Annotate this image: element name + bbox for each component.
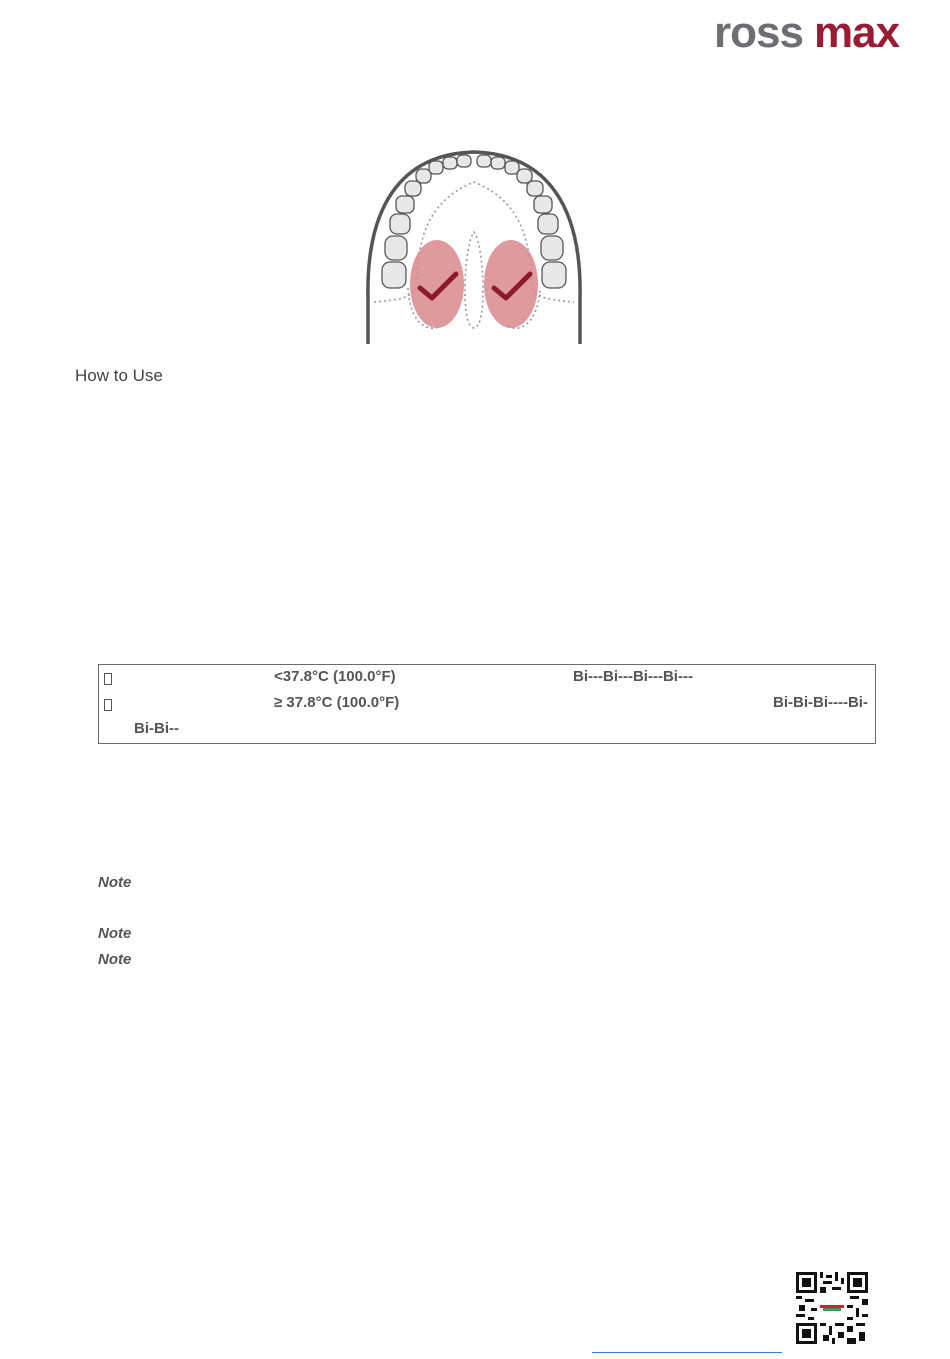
bullet-glyph [104,673,112,685]
mouth-illustration [360,148,588,348]
temperature-range: ≥ 37.8°C (100.0°F) [274,694,400,711]
qr-code [796,1272,868,1344]
beep-pattern-continued: Bi-Bi-- [134,720,179,737]
beep-pattern: Bi-Bi-Bi----Bi- [773,694,868,711]
note-label: Note [98,951,132,968]
beep-pattern: Bi---Bi---Bi---Bi--- [573,668,693,685]
right-placement-zone [484,240,538,328]
note-label: Note [98,874,132,891]
bullet-glyph [104,699,112,711]
left-placement-zone [410,240,464,328]
rossmax-logo [714,8,936,58]
hyperlink-underline[interactable] [592,1352,782,1353]
note-label: Note [98,925,132,942]
logo-text-max: max [814,8,900,57]
temperature-range: <37.8°C (100.0°F) [274,668,396,685]
logo-text-ross: ross [714,8,803,57]
section-heading: How to Use [75,366,163,385]
temperature-beep-table [98,664,876,744]
